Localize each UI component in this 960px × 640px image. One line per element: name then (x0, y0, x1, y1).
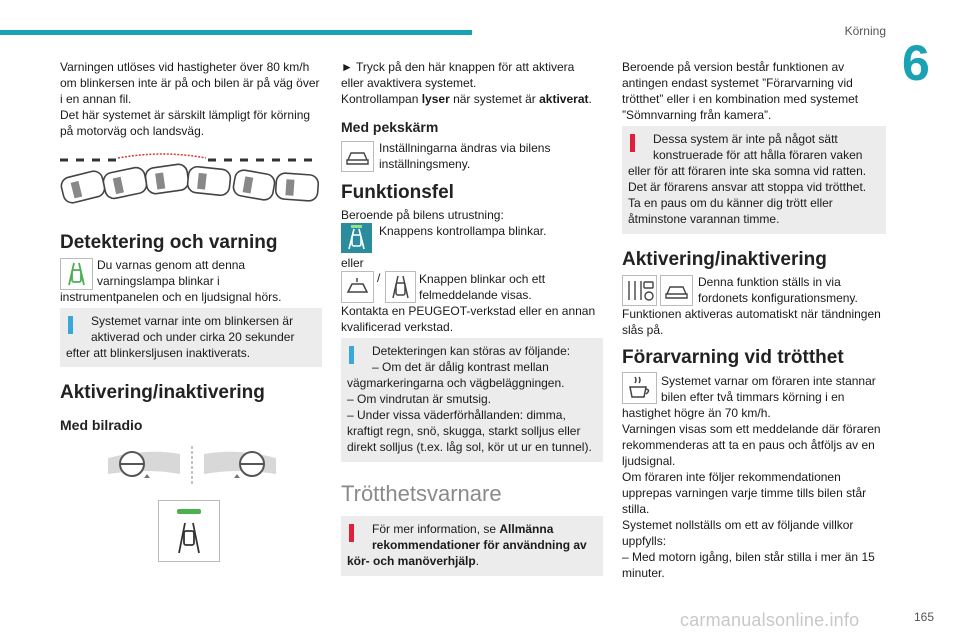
driver-text-1: Systemet varnar om föraren inte stannar (661, 374, 876, 388)
heading-driver-fatigue: Förarvarning vid trötthet (622, 347, 844, 368)
page-number: 165 (913, 610, 934, 624)
section-title: Körning (844, 24, 886, 38)
detect-text-2: varningslampa blinkar i (97, 274, 220, 288)
heading-fatigue-warning: Trötthetsvarnare (341, 481, 502, 506)
heading-malfunction: Funktionsfel (341, 182, 454, 203)
driver-text-8: upprepas varningen varje timme tills bilen står (622, 486, 867, 500)
watermark: carmanualsonline.info (680, 610, 860, 630)
press-2: eller avaktivera systemet. (341, 76, 477, 90)
lane-warning-lamp-icon (60, 258, 93, 290)
warning-icon (630, 134, 635, 152)
col3-intro-2: antingen endast systemet ”Förarvarning vid (622, 76, 853, 90)
lamp-status: Kontrollampan lyser när systemet är aktiverat. (341, 92, 592, 106)
warning-box-responsibility (622, 126, 886, 234)
coffee-cup-icon (622, 372, 657, 404)
fault-3-2: kvalificerad verkstad. (341, 320, 454, 334)
col3-intro-4: ”Sömnvarning från kamera”. (622, 108, 772, 122)
col1-intro-2: om blinkersen inte är på och bilen är på väg över (60, 76, 320, 90)
info2-line6: kraftigt regn, snö, skugga, starkt solljus eller (347, 424, 581, 438)
driver-text-2: bilen efter två timmars körning i en (661, 390, 845, 404)
info2-line7: direkt solljus (t.ex. låg sol, kör ut ur en tunnel). (347, 440, 592, 454)
c3warn-line6: åtminstone varannan timme. (628, 212, 780, 226)
col1-intro-4: Det här systemet är särskilt lämpligt för körning (60, 108, 311, 122)
info-icon (68, 316, 73, 334)
driver-text-3: hastighet högre än 70 km/h. (622, 406, 771, 420)
detect-text-1: Du varnas genom att denna (97, 258, 246, 272)
info1-line3: efter att blinkersljusen inaktiverats. (66, 346, 251, 360)
header-bar (0, 30, 472, 35)
warning-icon (349, 524, 354, 542)
c3warn-line3: eller för att föraren inte ska somna vid ratten. (628, 164, 867, 178)
col3-intro-3: trötthet” eller i en kombination med systemet (622, 92, 859, 106)
info1-line2: aktiverad och under cirka 20 sekunder (91, 330, 295, 344)
driver-text-10: Systemet nollställs om ett av följande villkor (622, 518, 854, 532)
touch-text-2: inställningsmeny. (379, 157, 471, 171)
info2-line4: – Om vindrutan är smutsig. (347, 392, 492, 406)
fault-2-1: Knappen blinkar och ett (419, 272, 546, 286)
heading-detection: Detektering och varning (60, 232, 278, 253)
settings-menu-icon (622, 275, 657, 306)
col1-intro-5: på motorväg och landsväg. (60, 124, 205, 138)
warn-line3: kör- och manöverhjälp. (347, 554, 480, 568)
fault-2-2: felmeddelande visas. (419, 288, 532, 302)
info2-line1: Detekteringen kan störas av följande: (372, 344, 571, 358)
info2-line3: vägmarkeringarna och vägbeläggningen. (347, 376, 565, 390)
driver-text-9: stilla. (622, 502, 650, 516)
warning-box-more-info (341, 516, 603, 576)
touch-text-1: Inställningarna ändras via bilens (379, 141, 551, 155)
chapter-number: 6 (902, 35, 930, 91)
detect-text-3: instrumentpanelen och en ljudsignal hörs. (60, 290, 282, 304)
act-text-1: Denna funktion ställs in via (698, 275, 841, 289)
heading-activation-2: Aktivering/inaktivering (622, 249, 827, 270)
col1-intro-3: i en annan fil. (60, 92, 132, 106)
steering-wheel-illustration (108, 444, 276, 488)
c3warn-line2: konstruerade för att hålla föraren vaken (653, 148, 863, 162)
driver-text-13: minuter. (622, 566, 665, 580)
lane-keep-fault-icon (385, 271, 416, 303)
c3warn-line5: Ta en paus om du känner dig trött eller (628, 196, 833, 210)
driver-text-12: – Med motorn igång, bilen står stilla i mer än 15 (622, 550, 875, 564)
driver-text-4: Varningen visas som ett meddelande där föraren (622, 422, 881, 436)
col3-intro-1: Beroende på version består funktionen av (622, 60, 845, 74)
fault-or: eller (341, 256, 364, 270)
c3warn-line1: Dessa system är inte på något sätt (653, 132, 838, 146)
warn-line1: För mer information, se Allmänna (372, 522, 554, 536)
fault-1: Knappens kontrollampa blinkar. (379, 224, 547, 238)
info-icon (349, 346, 354, 364)
press-1: ► Tryck på den här knappen för att aktivera (341, 60, 575, 74)
lane-change-illustration (58, 146, 322, 216)
col1-intro-1: Varningen utlöses vid hastigheter över 80 km/h (60, 60, 310, 74)
info2-line2: – Om det är dålig kontrast mellan (372, 360, 549, 374)
button-lamp-blinking-icon (341, 223, 372, 253)
fault-3-1: Kontakta en PEUGEOT-verkstad eller en annan (341, 304, 596, 318)
info-box-detection (341, 338, 603, 462)
act-text-2: fordonets konfigurationsmeny. (698, 291, 858, 305)
driver-text-5: rekommenderas att ta en paus och åtföljs av en (622, 438, 875, 452)
lane-keep-button-icon (158, 500, 220, 562)
car-config-icon (660, 275, 693, 306)
warn-line2: rekommendationer för användning av (372, 538, 587, 552)
driver-text-11: uppfylls: (622, 534, 667, 548)
lane-fault-icon (341, 271, 374, 303)
act-text-3: Funktionen aktiveras automatiskt när tändningen (622, 307, 881, 321)
car-settings-icon (341, 141, 374, 172)
heading-activation-1: Aktivering/inaktivering (60, 382, 265, 403)
info-box-blinkers (60, 308, 322, 367)
driver-text-7: Om föraren inte följer rekommendationen (622, 470, 841, 484)
heading-touchscreen: Med pekskärm (341, 119, 439, 135)
fault-slash: / (377, 271, 381, 285)
info1-line1: Systemet varnar inte om blinkersen är (91, 314, 294, 328)
act-text-4: slås på. (622, 323, 664, 337)
driver-text-6: ljudsignal. (622, 454, 676, 468)
info2-line5: – Under vissa väderförhållanden: dimma, (347, 408, 566, 422)
fault-intro: Beroende på bilens utrustning: (341, 208, 504, 222)
heading-with-radio: Med bilradio (60, 417, 143, 433)
c3warn-line4: Det är förarens ansvar att stoppa vid trötthet. (628, 180, 867, 194)
